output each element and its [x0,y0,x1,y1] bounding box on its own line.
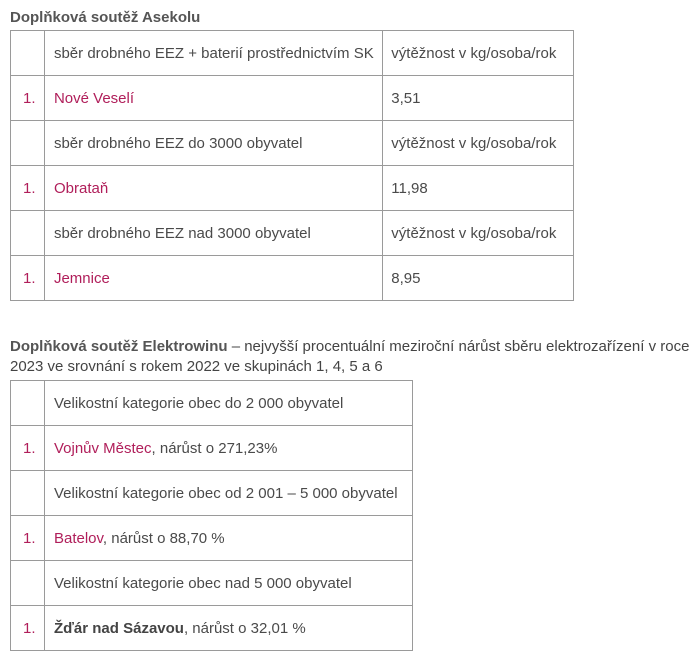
value-cell: 3,51 [383,76,574,121]
table-row [11,516,413,561]
elektrowin-table [10,380,413,651]
table-row [11,31,574,76]
rank-cell: 1. [11,166,45,211]
town-link[interactable]: Jemnice [53,269,110,287]
table-row [11,121,574,166]
elektrowin-description: – nejvyšší procentuální meziroční nárůst sběru elektrozařízení v roce 2023 ve srovnání s rokem 2022 ve skupinách 1, 4, 5 a 6 [10,338,690,375]
value-cell: 8,95 [383,256,574,301]
category-cell: Velikostní kategorie obec nad 5 000 obyvatel [44,561,412,606]
category-cell: sběr drobného EEZ nad 3000 obyvatel [44,211,382,256]
elektrowin-title: Doplňková soutěž Elektrowinu [10,338,228,355]
rank-cell: 1. [11,256,45,301]
town-cell [44,426,412,471]
town-cell [44,76,382,121]
rank-cell: 1. [11,426,45,471]
rank-cell: 1. [11,76,45,121]
result-text: , nárůst o 88,70 % [102,529,225,547]
result-text: , nárůst o 271,23% [151,439,278,457]
rank-cell: 1. [11,516,45,561]
town-link[interactable]: Vojnův Městec [53,439,152,457]
category-cell: sběr drobného EEZ do 3000 obyvatel [44,121,382,166]
table-row [11,166,574,211]
table-row [11,256,574,301]
table-row [11,76,574,121]
result-text: , nárůst o 32,01 % [183,619,306,637]
town-link[interactable]: Batelov [53,529,103,547]
elektrowin-heading [10,337,692,377]
town-link[interactable]: Nové Veselí [53,89,135,107]
category-cell: Velikostní kategorie obec do 2 000 obyvatel [44,381,412,426]
value-cell: 11,98 [383,166,574,211]
category-cell: sběr drobného EEZ + baterií prostřednictvím SK [44,31,382,76]
town-link[interactable]: Obrataň [53,179,109,197]
table-row [11,561,413,606]
metric-cell: výtěžnost v kg/osoba/rok [383,121,574,166]
town-cell [44,606,412,651]
metric-cell: výtěžnost v kg/osoba/rok [383,31,574,76]
town-cell [44,516,412,561]
town-cell [44,166,382,211]
rank-cell: 1. [11,606,45,651]
metric-cell: výtěžnost v kg/osoba/rok [383,211,574,256]
asekol-title: Doplňková soutěž Asekolu [10,9,201,26]
town-cell [44,256,382,301]
table-row [11,211,574,256]
table-row [11,426,413,471]
asekol-table [10,30,574,301]
table-row [11,606,413,651]
table-row [11,381,413,426]
town-text: Žďár nad Sázavou [53,619,184,637]
asekol-heading [10,8,200,28]
category-cell: Velikostní kategorie obec od 2 001 – 5 000 obyvatel [44,471,412,516]
table-row [11,471,413,516]
